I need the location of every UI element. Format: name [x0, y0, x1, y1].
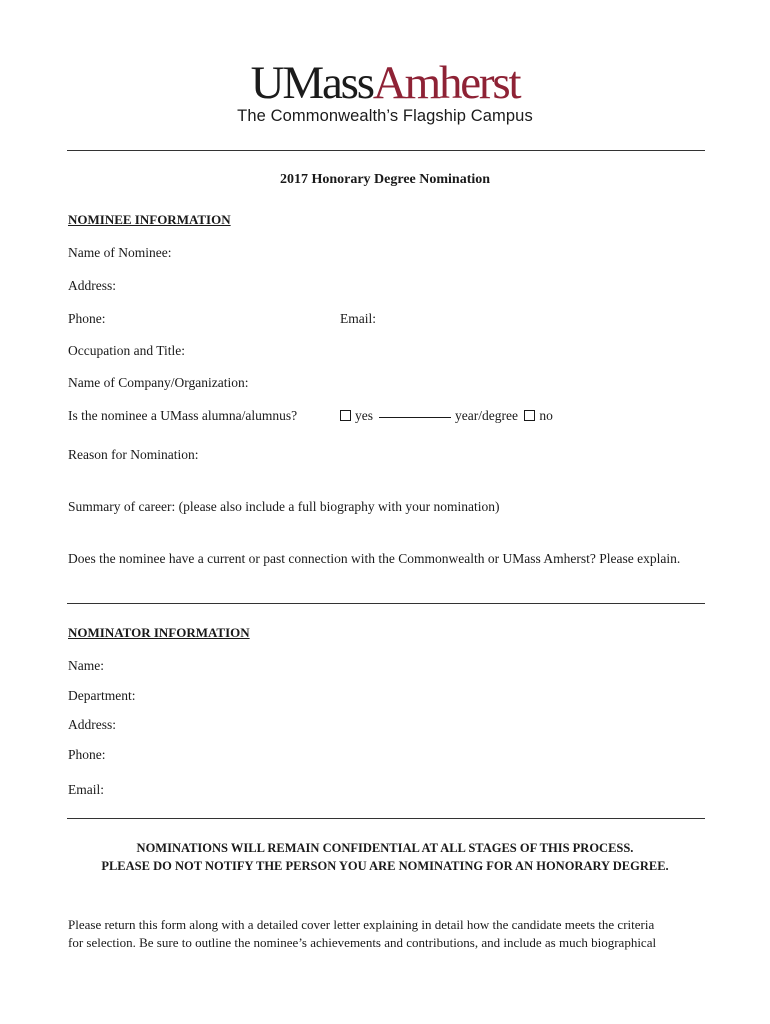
instructions-line-2: for selection. Be sure to outline the nominee’s achievements and contributions, and include as much biographical — [68, 935, 657, 950]
form-title: 2017 Honorary Degree Nomination — [279, 172, 491, 187]
divider-bottom — [67, 818, 705, 819]
confidential-notice — [0, 839, 770, 875]
alumni-options — [340, 408, 553, 424]
connection-label: Does the nominee have a current or past connection with the Commonwealth or UMass Amherst? Please explain. — [68, 551, 681, 566]
no-checkbox[interactable] — [524, 410, 535, 421]
nominee-address-label: Address: — [68, 278, 116, 293]
company-label: Name of Company/Organization: — [68, 375, 249, 390]
nominator-phone-label: Phone: — [68, 747, 106, 762]
year-degree-label: year/degree — [455, 408, 518, 423]
notice-line-1: NOMINATIONS WILL REMAIN CONFIDENTIAL AT ALL STAGES OF THIS PROCESS. — [136, 841, 634, 855]
notice-line-2: PLEASE DO NOT NOTIFY THE PERSON YOU ARE NOMINATING FOR AN HONORARY DEGREE. — [101, 859, 669, 873]
logo-amherst: Amherst — [372, 57, 520, 109]
nominator-email-label: Email: — [68, 782, 104, 797]
nominee-heading: NOMINEE INFORMATION — [68, 212, 231, 227]
logo-wordmark — [0, 57, 770, 109]
divider-middle — [67, 603, 705, 604]
nominee-phone-label: Phone: — [68, 311, 106, 326]
logo-tagline: The Commonwealth’s Flagship Campus — [237, 107, 533, 125]
reason-label: Reason for Nomination: — [68, 447, 199, 462]
occupation-label: Occupation and Title: — [68, 343, 185, 358]
summary-label: Summary of career: (please also include a full biography with your nomination) — [68, 499, 500, 514]
umass-amherst-logo — [0, 57, 770, 126]
instructions-line-1: Please return this form along with a detailed cover letter explaining in detail how the candidate meets the criteria — [68, 917, 655, 932]
nominator-heading: NOMINATOR INFORMATION — [68, 625, 250, 640]
nominee-name-label: Name of Nominee: — [68, 245, 172, 260]
divider-top — [67, 150, 705, 151]
no-label: no — [539, 408, 553, 423]
year-degree-blank[interactable] — [379, 417, 451, 418]
nominee-email-label: Email: — [340, 311, 376, 326]
alumni-question: Is the nominee a UMass alumna/alumnus? — [68, 408, 298, 423]
nominator-department-label: Department: — [68, 688, 136, 703]
logo-umass: UMass — [250, 57, 373, 109]
yes-label: yes — [355, 408, 373, 423]
nominator-address-label: Address: — [68, 717, 116, 732]
yes-checkbox[interactable] — [340, 410, 351, 421]
nominator-name-label: Name: — [68, 658, 104, 673]
